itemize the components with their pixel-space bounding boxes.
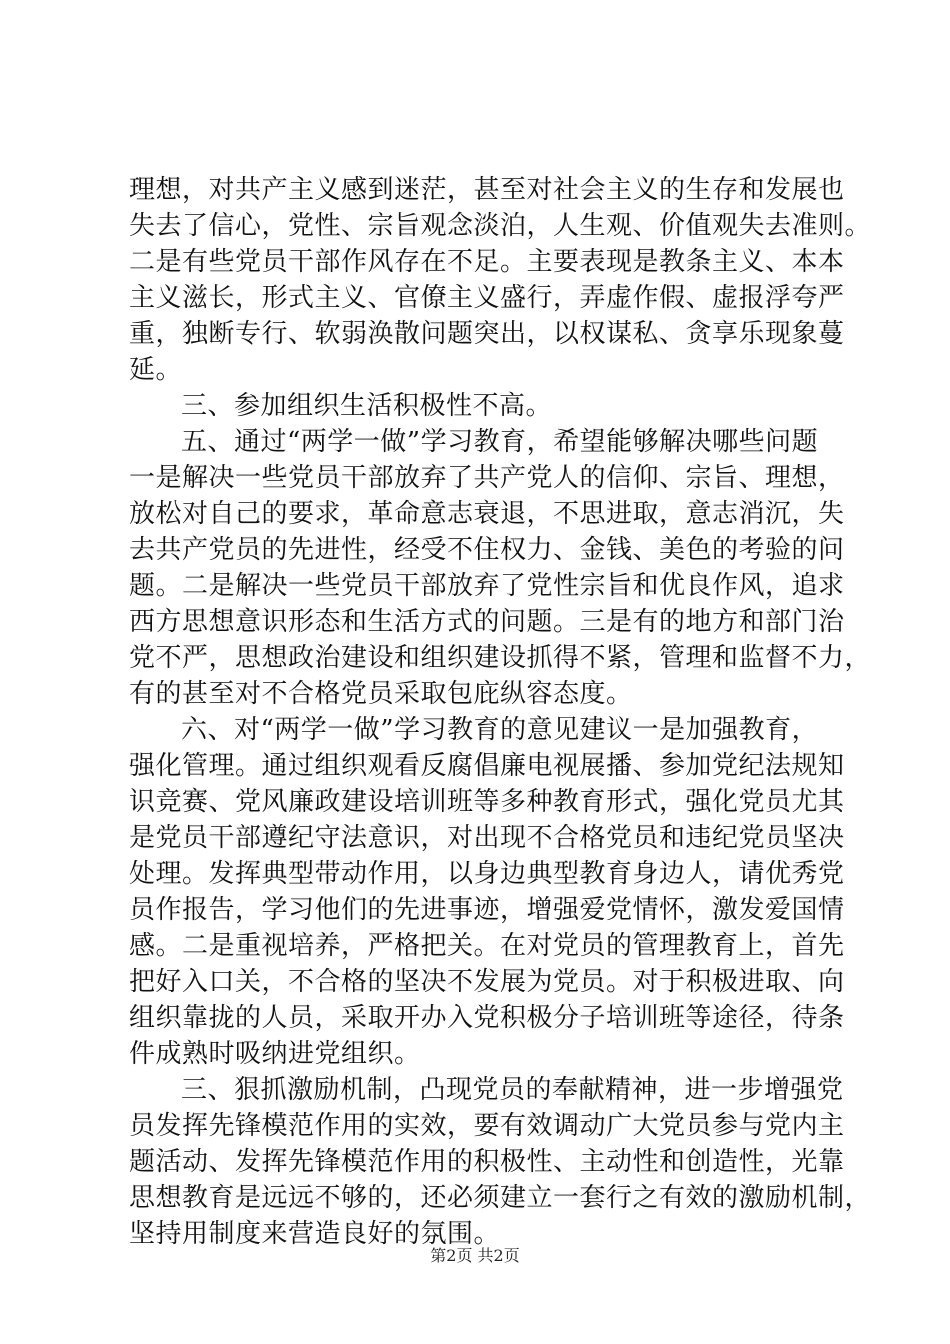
text-line: 员作报告，学习他们的先进事迹，增强爱党情怀，激发爱国情 (129, 895, 845, 925)
text-line: 题。二是解决一些党员干部放弃了党性宗旨和优良作风，追求 (129, 571, 845, 601)
text-line: 一是解决一些党员干部放弃了共产党人的信仰、宗旨、理想， (129, 463, 845, 493)
text-line: 六、对“两学一做”学习教育的意见建议一是加强教育， (181, 715, 819, 745)
text-line: 放松对自己的要求，革命意志衰退，不思进取，意志消沉，失 (129, 499, 845, 529)
text-line: 去共产党员的先进性，经受不住权力、金钱、美色的考验的问 (129, 535, 845, 565)
text-line: 三、参加组织生活积极性不高。 (181, 391, 553, 421)
text-line: 延。 (129, 355, 183, 385)
text-line: 失去了信心，党性、宗旨观念淡泊，人生观、价值观失去准则。 (129, 211, 872, 241)
text-line: 理想，对共产主义感到迷茫，甚至对社会主义的生存和发展也 (129, 175, 845, 205)
text-line: 题活动、发挥先锋模范作用的积极性、主动性和创造性，光靠 (129, 1147, 845, 1177)
text-line: 有的甚至对不合格党员采取包庇纵容态度。 (129, 679, 633, 709)
text-line: 党不严，思想政治建设和组织建设抓得不紧，管理和监督不力， (129, 643, 872, 673)
page-number-footer: 第2页 共2页 (430, 1246, 520, 1265)
text-line: 处理。发挥典型带动作用，以身边典型教育身边人，请优秀党 (129, 859, 845, 889)
text-line: 重，独断专行、软弱涣散问题突出，以权谋私、贪享乐现象蔓 (129, 319, 845, 349)
text-line: 是党员干部遵纪守法意识，对出现不合格党员和违纪党员坚决 (129, 823, 845, 853)
text-line: 二是有些党员干部作风存在不足。主要表现是教条主义、本本 (129, 247, 845, 277)
text-line: 主义滋长，形式主义、官僚主义盛行，弄虚作假、虚报浮夸严 (129, 283, 845, 313)
text-line: 三、狠抓激励机制，凸现党员的奉献精神，进一步增强党 (181, 1075, 844, 1105)
text-line: 组织靠拢的人员，采取开办入党积极分子培训班等途径，待条 (129, 1003, 845, 1033)
text-line: 五、通过“两学一做”学习教育，希望能够解决哪些问题 (181, 427, 819, 457)
text-line: 强化管理。通过组织观看反腐倡廉电视展播、参加党纪法规知 (129, 751, 845, 781)
text-line: 西方思想意识形态和生活方式的问题。三是有的地方和部门治 (129, 607, 845, 637)
text-line: 思想教育是远远不够的，还必须建立一套行之有效的激励机制， (129, 1183, 872, 1213)
text-line: 员发挥先锋模范作用的实效，要有效调动广大党员参与党内主 (129, 1111, 845, 1141)
text-line: 坚持用制度来营造良好的氛围。 (129, 1219, 501, 1249)
text-line: 识竞赛、党风廉政建设培训班等多种教育形式，强化党员尤其 (129, 787, 845, 817)
text-line: 感。二是重视培养，严格把关。在对党员的管理教育上，首先 (129, 931, 845, 961)
text-line: 把好入口关，不合格的坚决不发展为党员。对于积极进取、向 (129, 967, 845, 997)
text-line: 件成熟时吸纳进党组织。 (129, 1039, 421, 1069)
